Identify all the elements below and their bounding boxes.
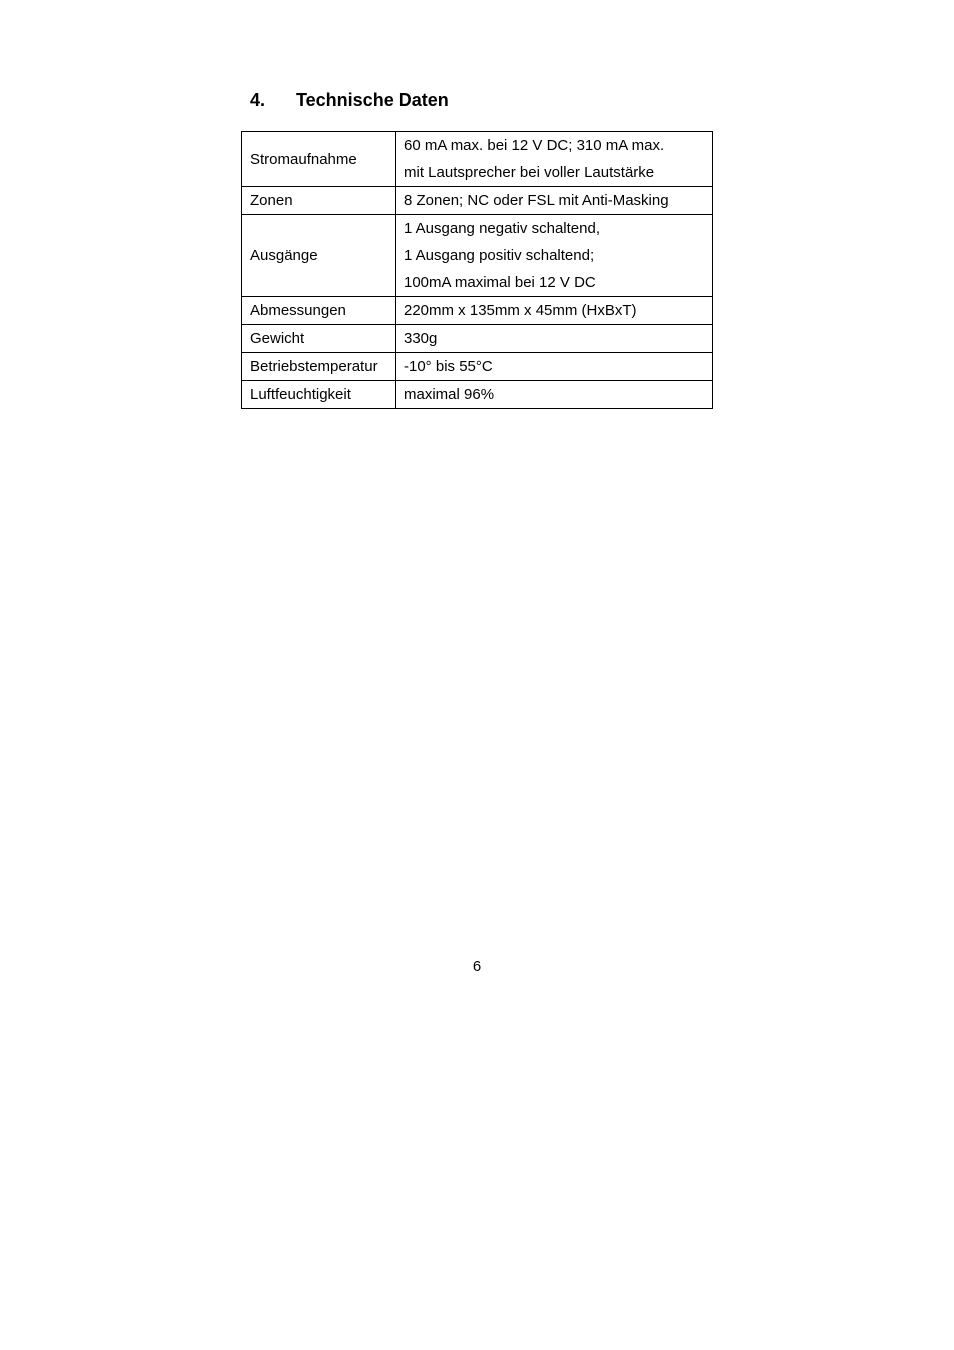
spec-value-line: 8 Zonen; NC oder FSL mit Anti-Masking <box>404 192 669 209</box>
spec-label: Betriebstemperatur <box>242 353 396 381</box>
spec-label: Gewicht <box>242 325 396 353</box>
spec-value-line: mit Lautsprecher bei voller Lautstärke <box>404 164 655 181</box>
spec-label: Ausgänge <box>242 215 396 297</box>
spec-label: Abmessungen <box>242 297 396 325</box>
spec-value <box>396 187 713 215</box>
spec-value <box>396 215 713 297</box>
spec-value-line: 1 Ausgang positiv schaltend; <box>404 247 595 264</box>
spec-label: Luftfeuchtigkeit <box>242 381 396 409</box>
table-row <box>242 132 713 187</box>
spec-value-line: 1 Ausgang negativ schaltend, <box>404 220 600 237</box>
table-row <box>242 381 713 409</box>
section-heading <box>250 90 449 111</box>
section-number: 4. <box>250 90 266 110</box>
section-title: Technische Daten <box>296 90 449 110</box>
spec-value <box>396 325 713 353</box>
spec-value-line: 60 mA max. bei 12 V DC; 310 mA max. <box>404 137 665 154</box>
table-row <box>242 353 713 381</box>
spec-value <box>396 297 713 325</box>
spec-value-line: maximal 96% <box>404 386 495 403</box>
table-row <box>242 325 713 353</box>
spec-value-line: 220mm x 135mm x 45mm (HxBxT) <box>404 302 637 319</box>
page-number: 6 <box>472 958 482 975</box>
table-row <box>242 187 713 215</box>
spec-value <box>396 132 713 187</box>
spec-value-line: 100mA maximal bei 12 V DC <box>404 274 596 291</box>
spec-value-line: 330g <box>404 330 438 347</box>
spec-label: Stromaufnahme <box>242 132 396 187</box>
table-row <box>242 297 713 325</box>
spec-value <box>396 381 713 409</box>
spec-value <box>396 353 713 381</box>
spec-label: Zonen <box>242 187 396 215</box>
technical-data-table <box>241 131 713 409</box>
table-row <box>242 215 713 297</box>
spec-value-line: -10° bis 55°C <box>404 358 493 375</box>
